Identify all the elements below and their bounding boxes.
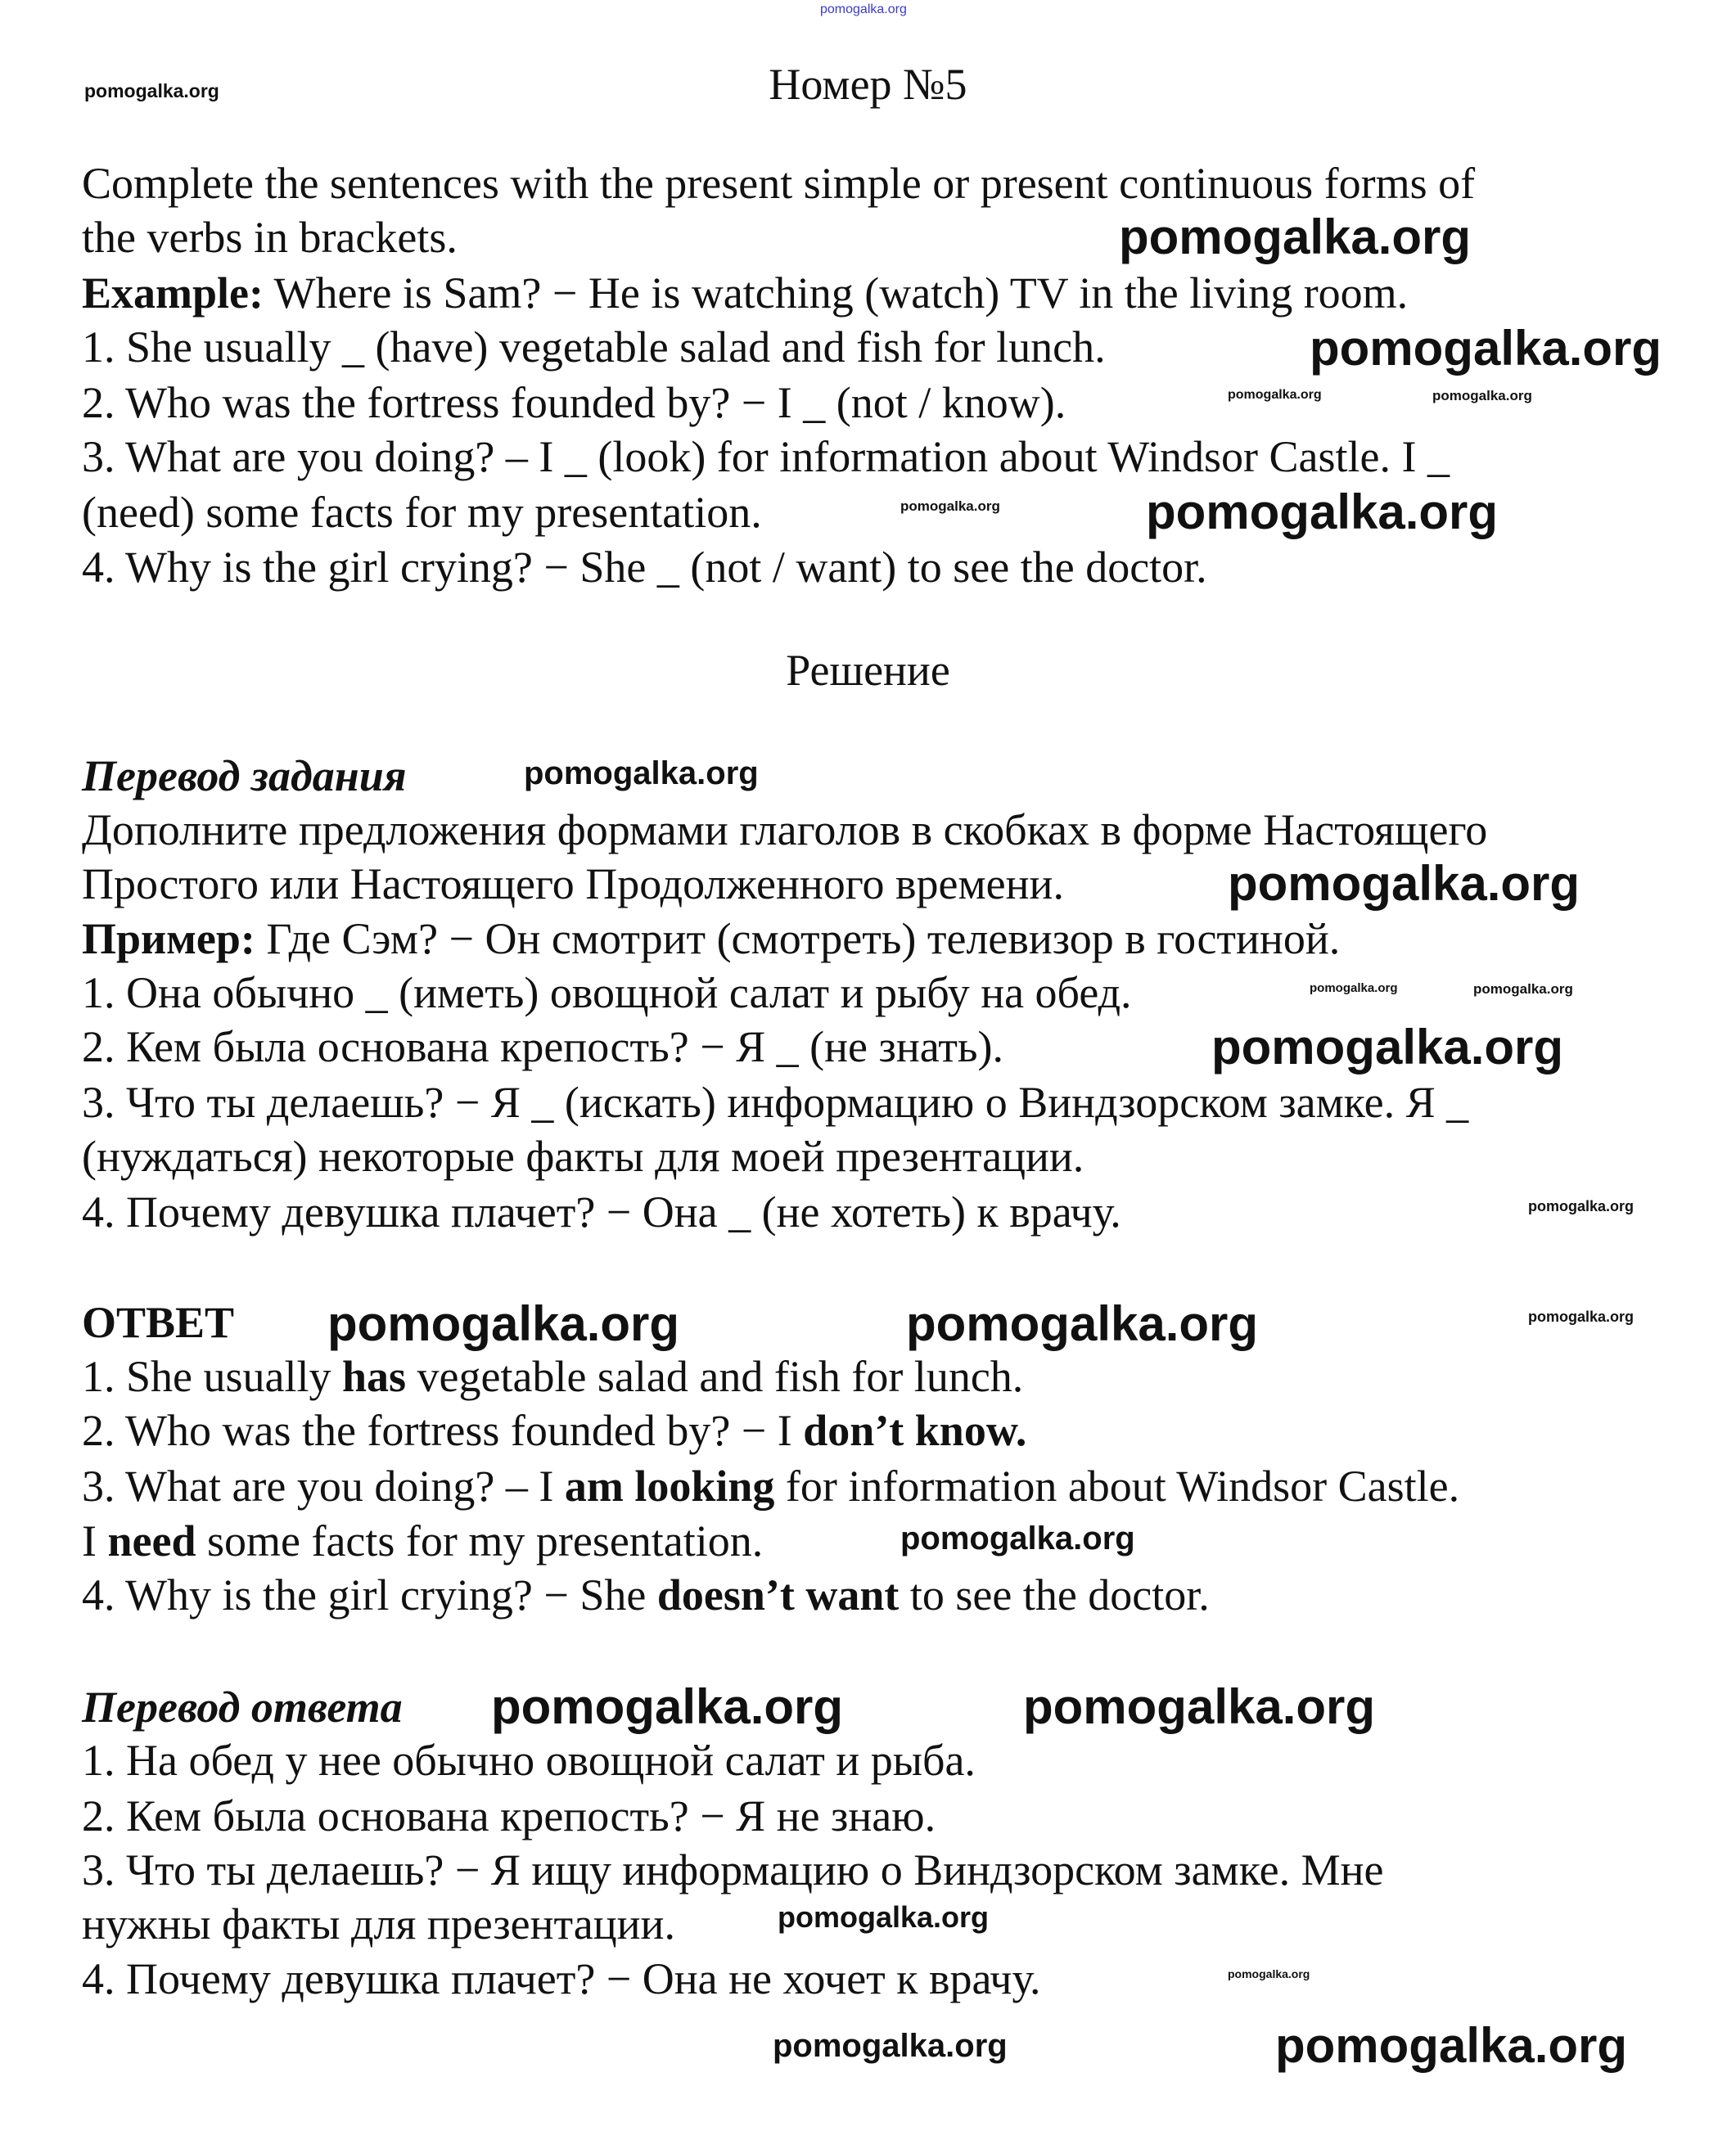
- watermark: pomogalka.org: [1228, 388, 1322, 402]
- text-segment: нужны факты для презентации.: [82, 1899, 675, 1949]
- task-translation-line: [82, 1075, 1468, 1129]
- text-segment: Where is Sam? − He is watching (watch) TV in the living room.: [264, 268, 1409, 318]
- text-segment: 4. Почему девушка плачет? − Она не хочет к врачу.: [82, 1954, 1041, 2003]
- answer-translation-line: [82, 1789, 936, 1843]
- watermark: pomogalka.org: [820, 2, 907, 16]
- page-title: Номер №5: [769, 60, 967, 109]
- answer-highlight: don’t know.: [803, 1406, 1027, 1455]
- text-segment: vegetable salad and fish for lunch.: [406, 1352, 1024, 1401]
- text-segment: 1. Она обычно _ (иметь) овощной салат и рыбу на обед.: [82, 968, 1132, 1017]
- answer-translation-line: [82, 1952, 1041, 2006]
- task-line: [82, 320, 1106, 374]
- watermark: pomogalka.org: [491, 1679, 844, 1734]
- task-line: [82, 430, 1450, 484]
- text-segment: (need) some facts for my presentation.: [82, 488, 762, 537]
- watermark: pomogalka.org: [524, 755, 759, 791]
- answer-line: [82, 1349, 1023, 1403]
- watermark: pomogalka.org: [1023, 1679, 1376, 1734]
- text-segment: 3. What are you doing? – I _ (look) for information about Windsor Castle. I _: [82, 432, 1450, 481]
- task-line: [82, 156, 1475, 210]
- text-segment: the verbs in brackets.: [82, 213, 458, 262]
- watermark: pomogalka.org: [1275, 2018, 1628, 2073]
- text-segment: 4. Why is the girl crying? − She: [82, 1570, 657, 1620]
- watermark: pomogalka.org: [1146, 484, 1499, 539]
- answer-highlight: Пример:: [82, 914, 255, 963]
- answer-translation-line: [82, 1733, 976, 1787]
- answer-translation-line: [82, 1897, 675, 1951]
- watermark: pomogalka.org: [1228, 856, 1580, 911]
- answer-line: [82, 1568, 1210, 1622]
- task-translation-line: [82, 857, 1064, 911]
- text-segment: for information about Windsor Castle.: [774, 1462, 1460, 1511]
- task-translation-line: [82, 803, 1487, 857]
- task-line: [82, 210, 458, 264]
- answer-heading: ОТВЕТ: [82, 1298, 235, 1347]
- text-segment: 4. Почему девушка плачет? − Она _ (не хотеть) к врачу.: [82, 1187, 1121, 1237]
- task-line: [82, 485, 762, 539]
- watermark: pomogalka.org: [1432, 388, 1532, 403]
- watermark: pomogalka.org: [900, 498, 1000, 514]
- answer-line: [82, 1403, 1026, 1457]
- task-line: [82, 540, 1207, 594]
- text-segment: 1. На обед у нее обычно овощной салат и рыба.: [82, 1736, 976, 1785]
- text-segment: 2. Кем была основана крепость? − Я не знаю.: [82, 1791, 936, 1840]
- text-segment: 3. What are you doing? – I: [82, 1462, 565, 1511]
- answer-highlight: doesn’t want: [656, 1570, 900, 1620]
- task-translation-line: [82, 912, 1340, 966]
- text-segment: Дополните предложения формами глаголов в скобках в форме Настоящего: [82, 805, 1488, 854]
- text-segment: Где Сэм? − Он смотрит (смотреть) телевизор в гостиной.: [255, 914, 1341, 963]
- text-segment: I: [82, 1516, 108, 1566]
- task-translation-heading: Перевод задания: [82, 751, 407, 800]
- text-segment: (нуждаться) некоторые факты для моей презентации.: [82, 1132, 1084, 1181]
- text-segment: 2. Who was the fortress founded by? − I: [82, 1406, 804, 1455]
- task-line: [82, 376, 1066, 430]
- answer-highlight: Example:: [82, 268, 264, 318]
- answer-highlight: am looking: [564, 1462, 775, 1511]
- text-segment: to see the doctor.: [899, 1570, 1210, 1620]
- watermark: pomogalka.org: [84, 80, 219, 101]
- watermark: pomogalka.org: [1211, 1020, 1564, 1075]
- solution-heading: Решение: [786, 646, 950, 695]
- text-segment: 3. Что ты делаешь? − Я ищу информацию о Виндзорском замке. Мне: [82, 1845, 1384, 1894]
- answer-line: [82, 1459, 1459, 1513]
- watermark: pomogalka.org: [1310, 321, 1662, 376]
- watermark: pomogalka.org: [900, 1521, 1135, 1557]
- text-segment: 4. Why is the girl crying? − She _ (not / want) to see the doctor.: [82, 543, 1207, 592]
- text-segment: Простого или Настоящего Продолженного времени.: [82, 859, 1064, 908]
- text-segment: 2. Who was the fortress founded by? − I _ (not / know).: [82, 378, 1066, 427]
- text-segment: some facts for my presentation.: [196, 1516, 764, 1566]
- text-segment: 3. Что ты делаешь? − Я _ (искать) информацию о Виндзорском замке. Я _: [82, 1078, 1469, 1127]
- text-segment: 1. She usually _ (have) vegetable salad and fish for lunch.: [82, 322, 1106, 372]
- watermark: pomogalka.org: [1473, 981, 1573, 997]
- answer-translation-heading: Перевод ответа: [82, 1683, 403, 1732]
- watermark: pomogalka.org: [1528, 1309, 1635, 1325]
- watermark: pomogalka.org: [1528, 1198, 1635, 1214]
- task-line: [82, 266, 1408, 320]
- watermark: pomogalka.org: [327, 1296, 680, 1351]
- answer-highlight: has: [342, 1352, 407, 1401]
- task-translation-line: [82, 1129, 1084, 1183]
- task-translation-line: [82, 966, 1132, 1020]
- watermark: pomogalka.org: [906, 1296, 1259, 1351]
- watermark: pomogalka.org: [1310, 981, 1398, 995]
- text-segment: 2. Кем была основана крепость? − Я _ (не знать).: [82, 1022, 1004, 1071]
- text-segment: 1. She usually: [82, 1352, 342, 1401]
- answer-highlight: need: [107, 1516, 196, 1566]
- watermark: pomogalka.org: [778, 1900, 990, 1934]
- watermark: pomogalka.org: [1119, 209, 1472, 264]
- answer-line: [82, 1514, 763, 1568]
- task-translation-line: [82, 1185, 1121, 1239]
- task-translation-line: [82, 1020, 1003, 1074]
- answer-translation-line: [82, 1843, 1383, 1897]
- text-segment: Complete the sentences with the present simple or present continuous forms of: [82, 159, 1476, 208]
- watermark: pomogalka.org: [773, 2028, 1008, 2064]
- watermark: pomogalka.org: [1228, 1967, 1310, 1980]
